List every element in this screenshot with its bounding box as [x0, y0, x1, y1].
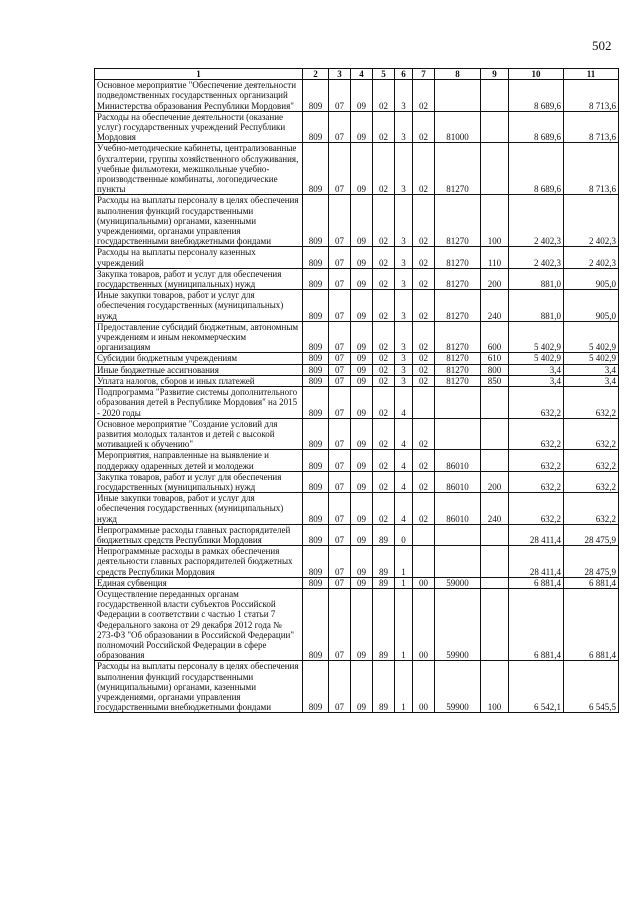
event-code: 02 — [413, 143, 435, 195]
amount-year-1: 5 402,9 — [509, 353, 564, 364]
event-code: 02 — [413, 353, 435, 364]
table-row — [95, 524, 619, 545]
row-description: Закупка товаров, работ и услуг для обеспечения государственных (муниципальных) нужд — [95, 268, 303, 289]
table-row — [95, 247, 619, 268]
expense-type-code — [481, 577, 509, 588]
amount-year-1: 8 689,6 — [509, 111, 564, 143]
row-description: Непрограммные расходы главных распорядителей бюджетных средств Республики Мордовия — [95, 524, 303, 545]
amount-year-2: 6 881,4 — [564, 577, 619, 588]
amount-year-2: 632,2 — [564, 450, 619, 471]
expense-type-code: 240 — [481, 290, 509, 322]
gu-code: 809 — [303, 290, 329, 322]
direction-code: 81270 — [435, 247, 481, 268]
subsection-code: 09 — [351, 450, 373, 471]
program-code: 89 — [373, 524, 395, 545]
subprogram-code: 1 — [395, 546, 413, 578]
subprogram-code: 3 — [395, 80, 413, 112]
row-description: Расходы на выплаты персоналу в целях обеспечения выполнения функций государственными (муниципальными) органами, казенными учреждениями, органами управления государственными внебюджетными фондами — [95, 195, 303, 247]
section-code: 07 — [329, 546, 351, 578]
table-row — [95, 268, 619, 289]
event-code: 02 — [413, 247, 435, 268]
gu-code: 809 — [303, 268, 329, 289]
event-code: 02 — [413, 80, 435, 112]
section-code: 07 — [329, 661, 351, 713]
subprogram-code: 4 — [395, 387, 413, 419]
event-code: 02 — [413, 375, 435, 386]
column-header: 8 — [435, 69, 481, 80]
direction-code: 59900 — [435, 588, 481, 660]
column-header: 11 — [564, 69, 619, 80]
gu-code: 809 — [303, 111, 329, 143]
subsection-code: 09 — [351, 375, 373, 386]
section-code: 07 — [329, 387, 351, 419]
event-code: 02 — [413, 321, 435, 353]
program-code: 02 — [373, 290, 395, 322]
program-code: 89 — [373, 546, 395, 578]
table-row — [95, 471, 619, 492]
amount-year-1: 2 402,3 — [509, 247, 564, 268]
amount-year-2: 2 402,3 — [564, 195, 619, 247]
gu-code: 809 — [303, 375, 329, 386]
section-code: 07 — [329, 268, 351, 289]
row-description: Мероприятия, направленные на выявление и поддержку одаренных детей и молодежи — [95, 450, 303, 471]
table-row — [95, 450, 619, 471]
subprogram-code: 0 — [395, 524, 413, 545]
expense-type-code: 800 — [481, 364, 509, 375]
page-number: 502 — [592, 38, 612, 53]
amount-year-1: 3,4 — [509, 375, 564, 386]
amount-year-2: 632,2 — [564, 493, 619, 525]
subsection-code: 09 — [351, 143, 373, 195]
event-code: 02 — [413, 418, 435, 450]
column-header: 5 — [373, 69, 395, 80]
subprogram-code: 3 — [395, 375, 413, 386]
direction-code: 81270 — [435, 353, 481, 364]
table-row — [95, 493, 619, 525]
amount-year-1: 8 689,6 — [509, 80, 564, 112]
event-code: 02 — [413, 364, 435, 375]
expense-type-code: 100 — [481, 661, 509, 713]
program-code: 02 — [373, 321, 395, 353]
subsection-code: 09 — [351, 364, 373, 375]
subprogram-code: 1 — [395, 577, 413, 588]
subsection-code: 09 — [351, 493, 373, 525]
table-row — [95, 577, 619, 588]
gu-code: 809 — [303, 195, 329, 247]
expense-type-code — [481, 524, 509, 545]
program-code: 02 — [373, 353, 395, 364]
event-code — [413, 546, 435, 578]
amount-year-2: 6 545,5 — [564, 661, 619, 713]
subsection-code: 09 — [351, 247, 373, 268]
event-code — [413, 387, 435, 419]
column-header: 9 — [481, 69, 509, 80]
program-code: 89 — [373, 661, 395, 713]
amount-year-2: 632,2 — [564, 471, 619, 492]
row-description: Расходы на выплаты персоналу в целях обеспечения выполнения функций государственными (муниципальными) органами, казенными учреждениями, органами управления государственными внебюджетными фондами — [95, 661, 303, 713]
gu-code: 809 — [303, 353, 329, 364]
event-code: 02 — [413, 493, 435, 525]
program-code: 02 — [373, 195, 395, 247]
subsection-code: 09 — [351, 111, 373, 143]
table-row — [95, 290, 619, 322]
row-description: Субсидии бюджетным учреждениям — [95, 353, 303, 364]
amount-year-2: 6 881,4 — [564, 588, 619, 660]
section-code: 07 — [329, 471, 351, 492]
expense-type-code: 240 — [481, 493, 509, 525]
expense-type-code — [481, 387, 509, 419]
amount-year-1: 881,0 — [509, 268, 564, 289]
table-row — [95, 111, 619, 143]
row-description: Единая субвенция — [95, 577, 303, 588]
column-header: 7 — [413, 69, 435, 80]
gu-code: 809 — [303, 80, 329, 112]
expense-type-code — [481, 418, 509, 450]
gu-code: 809 — [303, 321, 329, 353]
subprogram-code: 3 — [395, 195, 413, 247]
amount-year-2: 28 475,9 — [564, 546, 619, 578]
column-header: 6 — [395, 69, 413, 80]
amount-year-2: 5 402,9 — [564, 353, 619, 364]
subsection-code: 09 — [351, 588, 373, 660]
gu-code: 809 — [303, 524, 329, 545]
row-description: Основное мероприятие "Обеспечение деятельности подведомственных государственных организаций Министерства образования Республики Мордовия" — [95, 80, 303, 112]
subprogram-code: 4 — [395, 418, 413, 450]
event-code: 02 — [413, 268, 435, 289]
amount-year-1: 8 689,6 — [509, 143, 564, 195]
direction-code: 81000 — [435, 111, 481, 143]
row-description: Предоставление субсидий бюджетным, автономным учреждениям и иным некоммерческим организациям — [95, 321, 303, 353]
subsection-code: 09 — [351, 661, 373, 713]
subsection-code: 09 — [351, 195, 373, 247]
subsection-code: 09 — [351, 353, 373, 364]
subprogram-code: 4 — [395, 471, 413, 492]
expense-type-code: 200 — [481, 471, 509, 492]
section-code: 07 — [329, 364, 351, 375]
amount-year-2: 8 713,6 — [564, 111, 619, 143]
direction-code: 81270 — [435, 143, 481, 195]
table-row — [95, 418, 619, 450]
program-code: 02 — [373, 387, 395, 419]
amount-year-1: 881,0 — [509, 290, 564, 322]
amount-year-2: 905,0 — [564, 290, 619, 322]
column-header: 1 — [95, 69, 303, 80]
subprogram-code: 3 — [395, 143, 413, 195]
program-code: 02 — [373, 247, 395, 268]
gu-code: 809 — [303, 364, 329, 375]
direction-code: 81270 — [435, 195, 481, 247]
amount-year-1: 632,2 — [509, 387, 564, 419]
amount-year-1: 28 411,4 — [509, 546, 564, 578]
program-code: 02 — [373, 471, 395, 492]
row-description: Осуществление переданных органам государственной власти субъектов Российской Федерации в соответствии с частью 1 статьи 7 Федерального закона от 29 декабря 2012 года № 273-ФЗ "Об образовании в Российской Федерации" полномочий Российской Федерации в сфере образования — [95, 588, 303, 660]
amount-year-1: 6 881,4 — [509, 588, 564, 660]
direction-code: 81270 — [435, 364, 481, 375]
expense-type-code: 610 — [481, 353, 509, 364]
gu-code: 809 — [303, 661, 329, 713]
table-row — [95, 80, 619, 112]
direction-code: 59900 — [435, 661, 481, 713]
subsection-code: 09 — [351, 290, 373, 322]
section-code: 07 — [329, 577, 351, 588]
gu-code: 809 — [303, 450, 329, 471]
subprogram-code: 3 — [395, 247, 413, 268]
section-code: 07 — [329, 588, 351, 660]
subprogram-code: 3 — [395, 268, 413, 289]
amount-year-1: 6 542,1 — [509, 661, 564, 713]
amount-year-2: 632,2 — [564, 418, 619, 450]
amount-year-1: 632,2 — [509, 493, 564, 525]
amount-year-2: 905,0 — [564, 268, 619, 289]
amount-year-1: 28 411,4 — [509, 524, 564, 545]
table-row — [95, 353, 619, 364]
row-description: Иные бюджетные ассигнования — [95, 364, 303, 375]
amount-year-1: 3,4 — [509, 364, 564, 375]
table-row — [95, 546, 619, 578]
amount-year-1: 632,2 — [509, 418, 564, 450]
gu-code: 809 — [303, 546, 329, 578]
row-description: Уплата налогов, сборов и иных платежей — [95, 375, 303, 386]
direction-code: 81270 — [435, 321, 481, 353]
gu-code: 809 — [303, 493, 329, 525]
gu-code: 809 — [303, 418, 329, 450]
section-code: 07 — [329, 111, 351, 143]
section-code: 07 — [329, 195, 351, 247]
expense-type-code: 100 — [481, 195, 509, 247]
event-code: 02 — [413, 111, 435, 143]
subsection-code: 09 — [351, 268, 373, 289]
expense-type-code: 600 — [481, 321, 509, 353]
table-row — [95, 195, 619, 247]
subsection-code: 09 — [351, 577, 373, 588]
budget-table — [94, 68, 619, 713]
subprogram-code: 3 — [395, 290, 413, 322]
table-row — [95, 364, 619, 375]
section-code: 07 — [329, 524, 351, 545]
section-code: 07 — [329, 493, 351, 525]
gu-code: 809 — [303, 577, 329, 588]
program-code: 89 — [373, 588, 395, 660]
expense-type-code — [481, 450, 509, 471]
direction-code: 81270 — [435, 375, 481, 386]
program-code: 02 — [373, 364, 395, 375]
direction-code — [435, 546, 481, 578]
subprogram-code: 3 — [395, 353, 413, 364]
subprogram-code: 1 — [395, 588, 413, 660]
column-header: 4 — [351, 69, 373, 80]
table-row — [95, 375, 619, 386]
direction-code — [435, 524, 481, 545]
expense-type-code: 200 — [481, 268, 509, 289]
table-row — [95, 661, 619, 713]
amount-year-2: 3,4 — [564, 364, 619, 375]
direction-code — [435, 418, 481, 450]
direction-code: 86010 — [435, 471, 481, 492]
expense-type-code: 850 — [481, 375, 509, 386]
column-header: 2 — [303, 69, 329, 80]
event-code: 02 — [413, 195, 435, 247]
subsection-code: 09 — [351, 321, 373, 353]
event-code: 02 — [413, 471, 435, 492]
row-description: Непрограммные расходы в рамках обеспечения деятельности главных распорядителей бюджетных средств Республики Мордовия — [95, 546, 303, 578]
program-code: 02 — [373, 450, 395, 471]
amount-year-2: 28 475,9 — [564, 524, 619, 545]
subsection-code: 09 — [351, 80, 373, 112]
section-code: 07 — [329, 375, 351, 386]
section-code: 07 — [329, 290, 351, 322]
section-code: 07 — [329, 247, 351, 268]
row-description: Иные закупки товаров, работ и услуг для обеспечения государственных (муниципальных) нужд — [95, 290, 303, 322]
amount-year-1: 5 402,9 — [509, 321, 564, 353]
row-description: Иные закупки товаров, работ и услуг для обеспечения государственных (муниципальных) нужд — [95, 493, 303, 525]
gu-code: 809 — [303, 588, 329, 660]
amount-year-1: 632,2 — [509, 471, 564, 492]
program-code: 02 — [373, 80, 395, 112]
column-header: 10 — [509, 69, 564, 80]
amount-year-1: 6 881,4 — [509, 577, 564, 588]
row-description: Расходы на обеспечение деятельности (оказание услуг) государственных учреждений Республики Мордовия — [95, 111, 303, 143]
section-code: 07 — [329, 143, 351, 195]
program-code: 02 — [373, 418, 395, 450]
amount-year-2: 632,2 — [564, 387, 619, 419]
direction-code: 81270 — [435, 290, 481, 322]
subsection-code: 09 — [351, 524, 373, 545]
section-code: 07 — [329, 321, 351, 353]
subprogram-code: 3 — [395, 321, 413, 353]
expense-type-code — [481, 143, 509, 195]
table-row — [95, 143, 619, 195]
direction-code: 86010 — [435, 493, 481, 525]
amount-year-2: 3,4 — [564, 375, 619, 386]
expense-type-code — [481, 80, 509, 112]
amount-year-2: 8 713,6 — [564, 143, 619, 195]
direction-code: 86010 — [435, 450, 481, 471]
program-code: 02 — [373, 375, 395, 386]
expense-type-code — [481, 111, 509, 143]
gu-code: 809 — [303, 247, 329, 268]
program-code: 02 — [373, 268, 395, 289]
program-code: 02 — [373, 493, 395, 525]
direction-code: 59000 — [435, 577, 481, 588]
row-description: Расходы на выплаты персоналу казенных учреждений — [95, 247, 303, 268]
program-code: 89 — [373, 577, 395, 588]
amount-year-1: 2 402,3 — [509, 195, 564, 247]
direction-code: 81270 — [435, 268, 481, 289]
gu-code: 809 — [303, 387, 329, 419]
amount-year-2: 8 713,6 — [564, 80, 619, 112]
gu-code: 809 — [303, 143, 329, 195]
amount-year-1: 632,2 — [509, 450, 564, 471]
event-code: 00 — [413, 577, 435, 588]
subprogram-code: 4 — [395, 493, 413, 525]
subprogram-code: 3 — [395, 364, 413, 375]
expense-type-code — [481, 546, 509, 578]
event-code: 00 — [413, 588, 435, 660]
amount-year-2: 5 402,9 — [564, 321, 619, 353]
direction-code — [435, 80, 481, 112]
expense-type-code — [481, 588, 509, 660]
event-code — [413, 524, 435, 545]
expense-type-code: 110 — [481, 247, 509, 268]
event-code: 02 — [413, 290, 435, 322]
direction-code — [435, 387, 481, 419]
subsection-code: 09 — [351, 387, 373, 419]
event-code: 02 — [413, 450, 435, 471]
row-description: Основное мероприятие "Создание условий для развития молодых талантов и детей с высокой мотивацией к обучению" — [95, 418, 303, 450]
section-code: 07 — [329, 450, 351, 471]
program-code: 02 — [373, 143, 395, 195]
event-code: 00 — [413, 661, 435, 713]
header-row — [95, 69, 619, 80]
program-code: 02 — [373, 111, 395, 143]
gu-code: 809 — [303, 471, 329, 492]
table-row — [95, 588, 619, 660]
subprogram-code: 1 — [395, 661, 413, 713]
subsection-code: 09 — [351, 471, 373, 492]
subsection-code: 09 — [351, 418, 373, 450]
subsection-code: 09 — [351, 546, 373, 578]
table-row — [95, 387, 619, 419]
table-body — [95, 80, 619, 713]
row-description: Учебно-методические кабинеты, централизованные бухгалтерии, группы хозяйственного обслуживания, учебные фильмотеки, межшкольные учебно-производственные комбинаты, логопедические пункты — [95, 143, 303, 195]
subprogram-code: 4 — [395, 450, 413, 471]
table-row — [95, 321, 619, 353]
row-description: Подпрограмма "Развитие системы дополнительного образования детей в Республике Мордовия" на 2015 - 2020 годы — [95, 387, 303, 419]
column-header: 3 — [329, 69, 351, 80]
section-code: 07 — [329, 418, 351, 450]
row-description: Закупка товаров, работ и услуг для обеспечения государственных (муниципальных) нужд — [95, 471, 303, 492]
section-code: 07 — [329, 80, 351, 112]
amount-year-2: 2 402,3 — [564, 247, 619, 268]
section-code: 07 — [329, 353, 351, 364]
subprogram-code: 3 — [395, 111, 413, 143]
